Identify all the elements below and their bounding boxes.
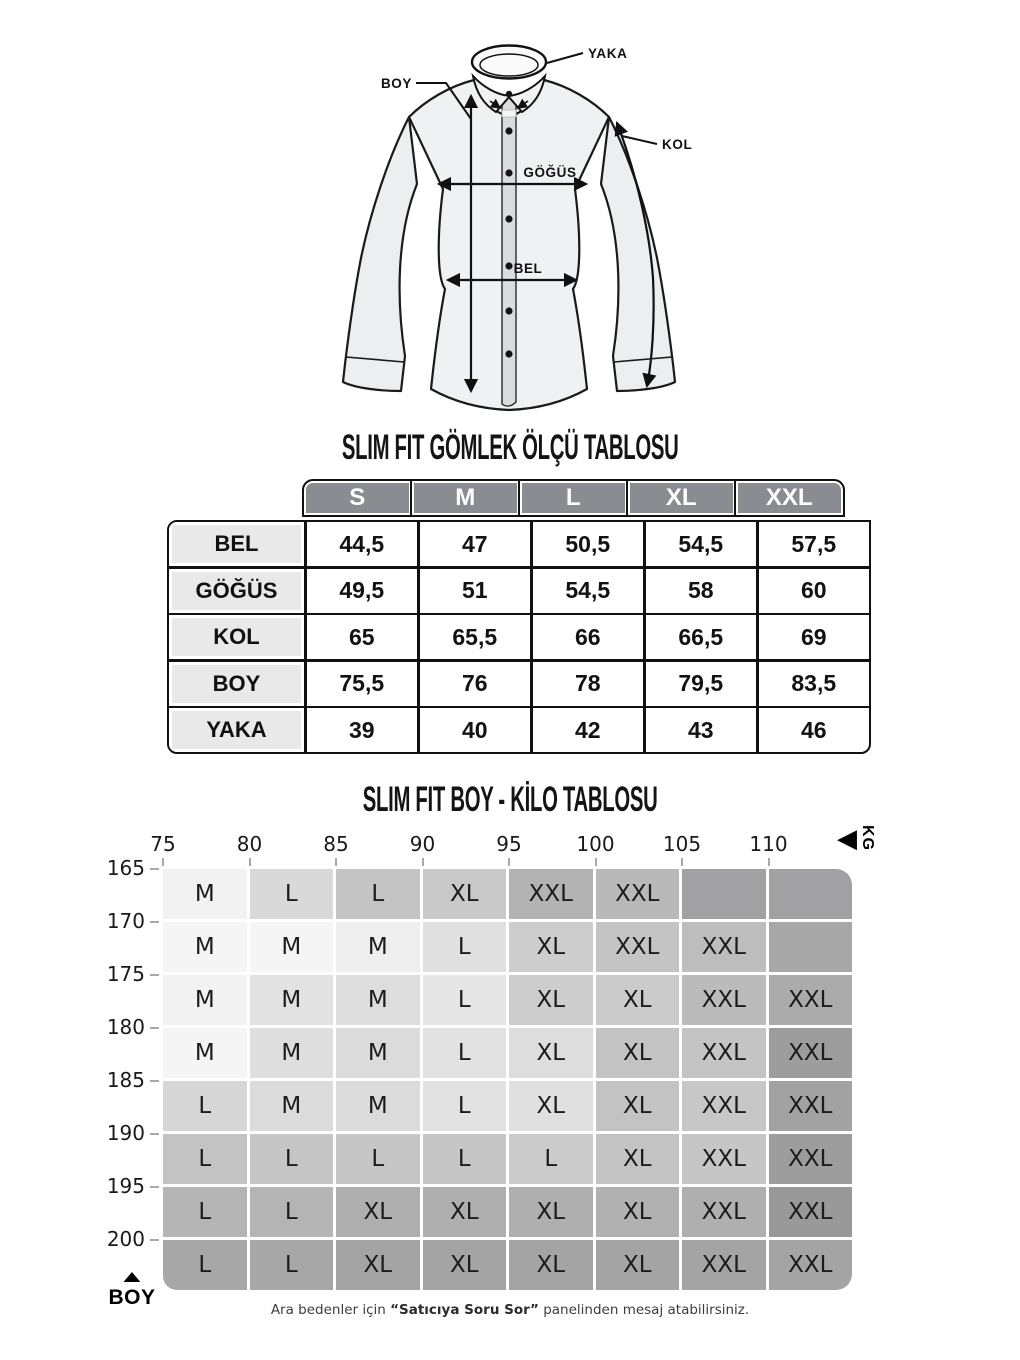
footer-note-bold: “Satıcıya Soru Sor” [390, 1302, 539, 1318]
boy-axis-tick [150, 1027, 159, 1029]
measure-row-label-göğüs: GÖĞÜS [169, 569, 304, 613]
fit-cell-xl: XL [423, 1187, 507, 1237]
fit-cell-xl: XL [596, 1081, 680, 1131]
measure-value-cell: 66 [533, 615, 644, 659]
measure-value-cell: 44,5 [307, 522, 418, 566]
fit-cell-m: M [163, 922, 247, 972]
measure-row-label-boy: BOY [169, 662, 304, 706]
shirt-placket [502, 96, 516, 406]
fit-cell-xxl: XXL [769, 1028, 853, 1078]
fit-cell-l: L [250, 869, 334, 919]
size-table [167, 479, 855, 754]
fit-table [106, 823, 876, 1309]
size-col-header-xxl: XXL [734, 479, 845, 517]
fit-cell-xxl: XXL [769, 1187, 853, 1237]
footer-note-prefix: Ara bedenler için [270, 1302, 391, 1318]
fit-cell-xl: XL [509, 975, 593, 1025]
size-table-title-text: SLIM FIT GÖMLEK ÖLÇÜ TABLOSU [341, 428, 679, 467]
boy-axis-tick [150, 1186, 159, 1188]
size-col-header-s: S [302, 479, 413, 517]
boy-axis-tick [150, 974, 159, 976]
measure-value-cell: 43 [646, 708, 757, 752]
size-table-body [167, 520, 871, 754]
kg-axis-tick [162, 858, 164, 866]
boy-axis-tick [150, 1080, 159, 1082]
kg-axis-tick [335, 858, 337, 866]
fit-cell-xxl: XXL [682, 1187, 766, 1237]
fit-cell-l: L [423, 975, 507, 1025]
fit-cell-l: L [250, 1240, 334, 1290]
fit-cell-l: L [163, 1134, 247, 1184]
kg-axis-label: 110 [749, 832, 788, 856]
fit-cell-m: M [250, 922, 334, 972]
measure-row-label-yaka: YAKA [169, 708, 304, 752]
fit-cell-xl: XL [509, 922, 593, 972]
measure-value-cell: 51 [420, 569, 531, 613]
boy-axis-tick [150, 868, 159, 870]
fit-cell-l: L [423, 1081, 507, 1131]
fit-cell-m: M [336, 922, 420, 972]
measure-value-cell: 46 [759, 708, 870, 752]
fit-cell-l: L [509, 1134, 593, 1184]
measure-value-cell: 57,5 [759, 522, 870, 566]
measure-row-label-kol: KOL [169, 615, 304, 659]
fit-cell-xl: XL [509, 1081, 593, 1131]
fit-cell-m: M [250, 1028, 334, 1078]
fit-cell-l: L [423, 1134, 507, 1184]
measure-value-cell: 65 [307, 615, 418, 659]
measure-value-cell: 50,5 [533, 522, 644, 566]
fit-table-title-text: SLIM FIT BOY - KİLO TABLOSU [362, 780, 658, 819]
measure-value-cell: 66,5 [646, 615, 757, 659]
measure-value-cell: 54,5 [533, 569, 644, 613]
fit-cell-xxl: XXL [769, 1240, 853, 1290]
kg-axis-tick [422, 858, 424, 866]
boy-arrow-icon: ▲ [117, 1267, 147, 1286]
fit-cell-m: M [336, 975, 420, 1025]
fit-cell-xl: XL [596, 1134, 680, 1184]
fit-cell-xxl: XXL [682, 1134, 766, 1184]
shirt-diagram [300, 26, 720, 426]
fit-cell-xl: XL [509, 1240, 593, 1290]
kg-axis-label: 100 [576, 832, 615, 856]
measure-value-cell: 69 [759, 615, 870, 659]
size-col-header-xl: XL [626, 479, 737, 517]
measure-value-cell: 83,5 [759, 662, 870, 706]
measure-value-cell: 47 [420, 522, 531, 566]
yaka-pointer-line [547, 53, 583, 63]
kg-axis-unit-label: KG [859, 825, 876, 851]
kg-axis-label: 90 [409, 832, 436, 856]
fit-cell-xxl: XXL [682, 975, 766, 1025]
fit-cell-xxl: XXL [596, 869, 680, 919]
boy-axis-tick [150, 1133, 159, 1135]
fit-cell-xxl: XXL [682, 922, 766, 972]
kg-axis-label: 80 [236, 832, 263, 856]
fit-cell-l: L [336, 1134, 420, 1184]
boy-axis-tick [150, 921, 159, 923]
gogus-label: GÖĞÜS [523, 165, 577, 180]
fit-cell-l: L [163, 1240, 247, 1290]
measure-value-cell: 60 [759, 569, 870, 613]
fit-cell-xl: XL [423, 869, 507, 919]
measure-value-cell: 49,5 [307, 569, 418, 613]
kg-axis-label: 95 [496, 832, 522, 856]
fit-cell-m: M [336, 1081, 420, 1131]
fit-cell-l: L [423, 922, 507, 972]
fit-cell-xxl: XXL [769, 975, 853, 1025]
fit-cell-xxl: XXL [682, 1081, 766, 1131]
fit-cell-xxl: XXL [682, 1028, 766, 1078]
fit-cell-xl: XL [596, 1028, 680, 1078]
size-table-title [0, 430, 1020, 465]
measure-value-cell: 54,5 [646, 522, 757, 566]
kg-axis-tick [595, 858, 597, 866]
measure-value-cell: 76 [420, 662, 531, 706]
size-col-header-m: M [410, 479, 521, 517]
kg-axis-label: 85 [323, 832, 349, 856]
boy-axis-label: 185 [106, 1067, 145, 1092]
measure-value-cell: 39 [307, 708, 418, 752]
measure-row-label-bel: BEL [169, 522, 304, 566]
fit-cell-xl: XL [596, 1240, 680, 1290]
boy-axis-label: 165 [106, 855, 145, 880]
fit-cell-m: M [163, 975, 247, 1025]
fit-cell-m: M [163, 869, 247, 919]
fit-cell-xl: XL [423, 1240, 507, 1290]
kg-arrow-icon: ◀ [837, 823, 857, 853]
footer-note-suffix: panelinden mesaj atabilirsiniz. [538, 1302, 750, 1318]
fit-cell-xxl: XXL [769, 1081, 853, 1131]
fit-cell-m: M [163, 1028, 247, 1078]
measure-value-cell: 75,5 [307, 662, 418, 706]
kg-axis-tick [681, 858, 683, 866]
kg-axis-unit [837, 825, 880, 851]
boy-axis-label: 195 [106, 1173, 145, 1198]
fit-cell-xl: XL [596, 1187, 680, 1237]
fit-cell-empty [769, 922, 853, 972]
kol-label: KOL [662, 137, 693, 152]
fit-cell-m: M [250, 1081, 334, 1131]
kg-axis-tick [508, 858, 510, 866]
boy-axis-unit-label: BOY [108, 1286, 156, 1309]
fit-cell-l: L [163, 1081, 247, 1131]
fit-cell-empty [769, 869, 853, 919]
fit-cell-xxl: XXL [509, 869, 593, 919]
fit-cell-xxl: XXL [596, 922, 680, 972]
fit-cell-empty [682, 869, 766, 919]
kg-axis-tick [249, 858, 251, 866]
fit-cell-l: L [163, 1187, 247, 1237]
fit-cell-l: L [250, 1187, 334, 1237]
fit-cell-xl: XL [509, 1187, 593, 1237]
fit-cell-l: L [336, 869, 420, 919]
kg-axis-tick [768, 858, 770, 866]
fit-cell-xxl: XXL [682, 1240, 766, 1290]
measure-value-cell: 65,5 [420, 615, 531, 659]
size-table-header-row [302, 479, 855, 517]
kg-axis-label: 75 [150, 832, 176, 856]
fit-cell-xl: XL [336, 1187, 420, 1237]
kol-pointer-line [622, 136, 657, 144]
footer-note [0, 1302, 1020, 1318]
fit-cell-m: M [336, 1028, 420, 1078]
fit-grid [163, 869, 852, 1290]
measure-value-cell: 79,5 [646, 662, 757, 706]
shirt-illustration [300, 26, 720, 426]
boy-axis-label: 175 [106, 961, 145, 986]
boy-axis-label: 190 [106, 1120, 145, 1145]
size-col-header-l: L [518, 479, 629, 517]
fit-cell-xxl: XXL [769, 1134, 853, 1184]
fit-cell-xl: XL [509, 1028, 593, 1078]
boy-axis-label: 180 [106, 1014, 145, 1039]
fit-cell-xl: XL [336, 1240, 420, 1290]
measure-value-cell: 40 [420, 708, 531, 752]
measure-value-cell: 42 [533, 708, 644, 752]
fit-table-title [0, 782, 1020, 817]
yaka-label: YAKA [588, 46, 628, 61]
kg-axis-label: 105 [662, 832, 702, 856]
boy-label: BOY [380, 76, 412, 91]
measure-value-cell: 58 [646, 569, 757, 613]
fit-cell-xl: XL [596, 975, 680, 1025]
boy-axis-tick [150, 1239, 159, 1241]
boy-axis-label: 170 [106, 908, 145, 933]
fit-cell-l: L [423, 1028, 507, 1078]
boy-axis-label: 200 [106, 1226, 145, 1251]
bel-label: BEL [513, 261, 543, 276]
fit-cell-m: M [250, 975, 334, 1025]
fit-cell-l: L [250, 1134, 334, 1184]
measure-value-cell: 78 [533, 662, 644, 706]
